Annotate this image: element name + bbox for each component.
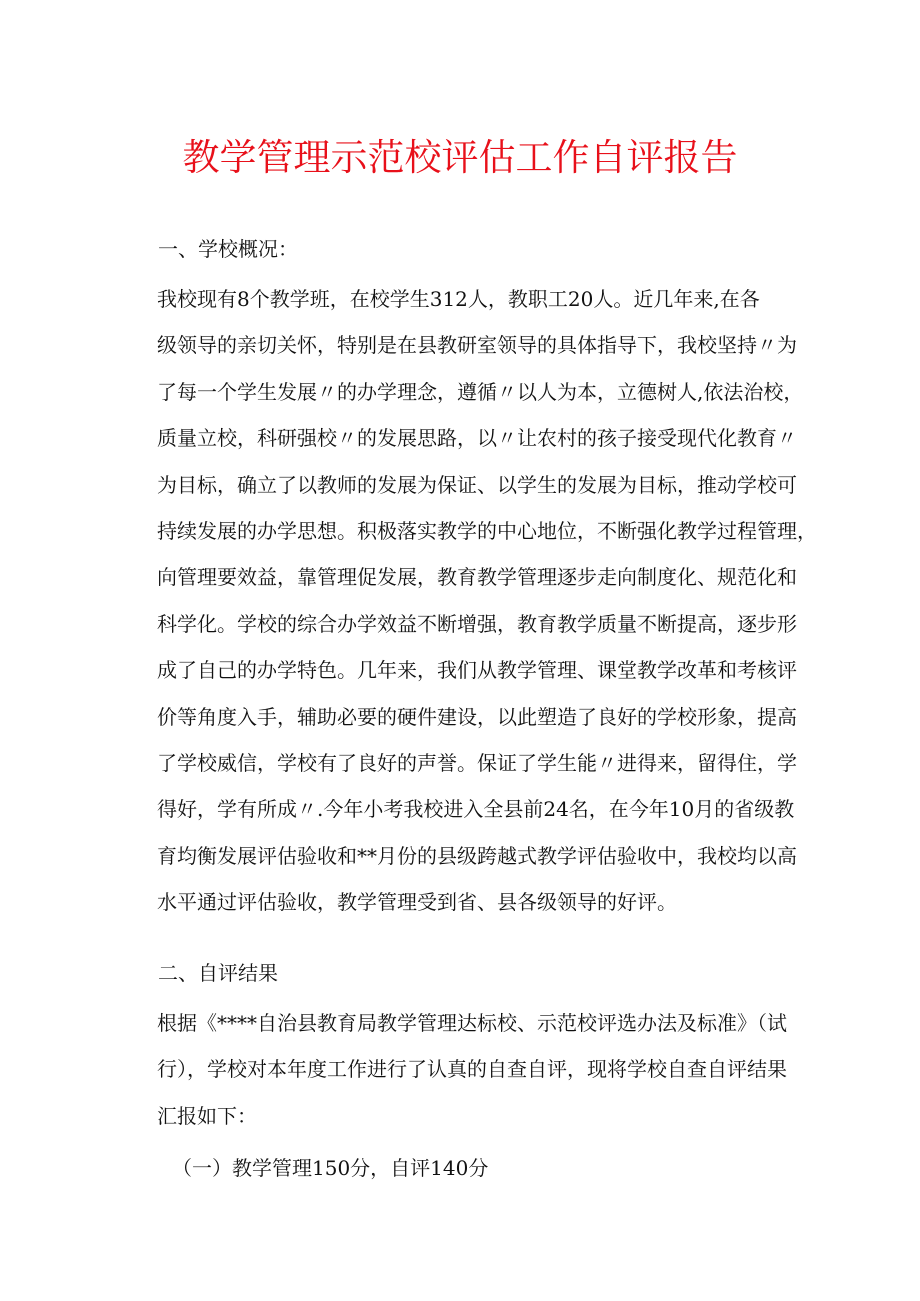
paragraph-line: 持续发展的办学思想。积极落实教学的中心地位，不断强化教学过程管理， [157, 519, 817, 544]
paragraph-line: 了每一个学生发展〃的办学理念，遵循〃以人为本，立德树人,依法治校， [157, 379, 804, 404]
paragraph-line: 水平通过评估验收，教学管理受到省、县各级领导的好评。 [157, 890, 677, 915]
paragraph-school-overview [137, 276, 817, 926]
paragraph-line: 为目标，确立了以教师的发展为保证、以学生的发展为目标，推动学校可 [157, 472, 797, 497]
paragraph-self-evaluation [137, 1000, 793, 1139]
section-heading-self-evaluation-results: 二、自评结果 [158, 961, 278, 985]
paragraph-line: 育均衡发展评估验收和**月份的县级跨越式教学评估验收中，我校均以高 [157, 843, 797, 868]
paragraph-line: 得好，学有所成〃.今年小考我校进入全县前24名，在今年10月的省级教 [157, 797, 795, 822]
paragraph-line: 科学化。学校的综合办学效益不断增强，教育教学质量不断提高，逐步形 [157, 611, 797, 636]
paragraph-line: 汇报如下： [157, 1103, 257, 1128]
document-title: 教学管理示范校评估工作自评报告 [182, 136, 738, 179]
paragraph-line: 质量立校，科研强校〃的发展思路，以〃让农村的孩子接受现代化教育〃 [157, 426, 797, 451]
paragraph-line: 价等角度入手，辅助必要的硬件建设，以此塑造了良好的学校形象，提高 [157, 704, 797, 729]
paragraph-line: 我校现有8个教学班，在校学生312人，教职工20人。近几年来,在各 [157, 287, 760, 311]
section-heading-school-overview: 一、学校概况： [158, 237, 298, 261]
paragraph-line: 行），学校对本年度工作进行了认真的自查自评，现将学校自查自评结果 [157, 1057, 787, 1082]
paragraph-line: 成了自己的办学特色。几年来，我们从教学管理、课堂教学改革和考核评 [157, 658, 797, 683]
paragraph-line: 了学校威信，学校有了良好的声誉。保证了学生能〃进得来，留得住，学 [157, 751, 797, 776]
paragraph-line: 向管理要效益，靠管理促发展，教育教学管理逐步走向制度化、规范化和 [157, 565, 797, 590]
paragraph-line: 级领导的亲切关怀，特别是在县教研室领导的具体指导下，我校坚持〃为 [157, 333, 797, 358]
subsection-teaching-management-score: （一）教学管理150分，自评140分 [172, 1156, 489, 1180]
paragraph-line: 根据《****自治县教育局教学管理达标校、示范校评选办法及标准》（试 [157, 1011, 787, 1035]
